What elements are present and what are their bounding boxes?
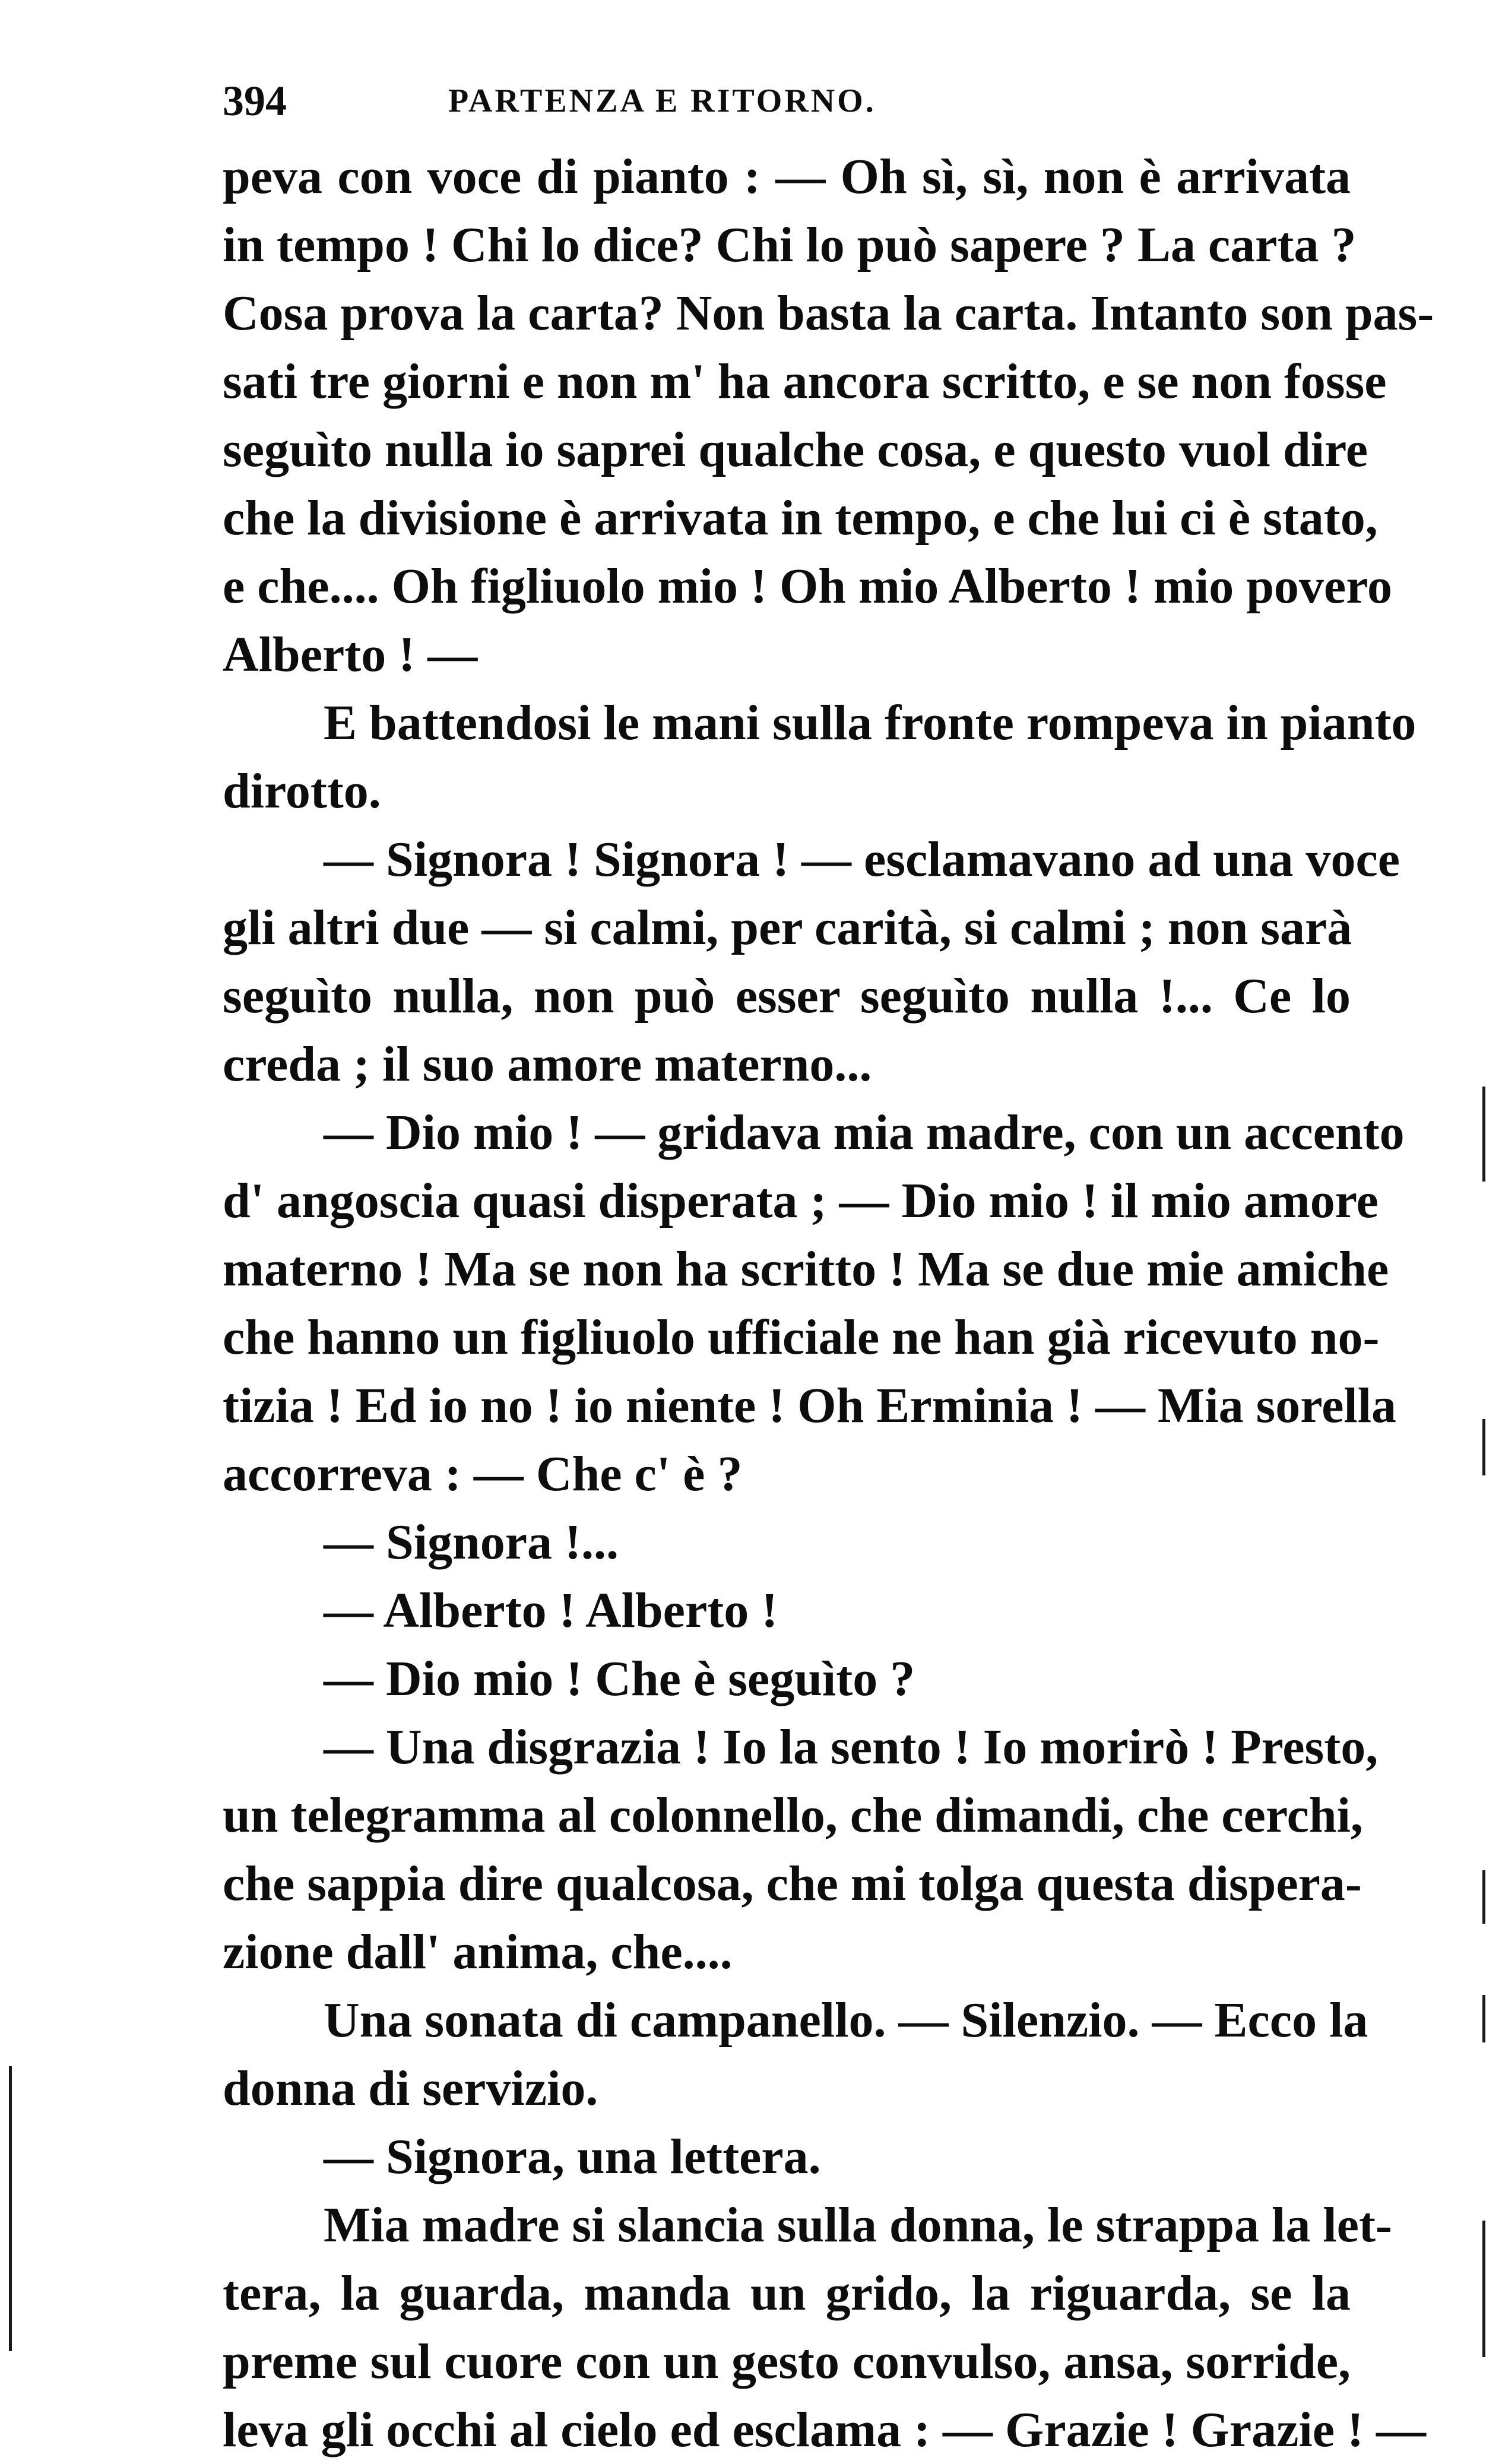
text-line: — Signora, una lettera. [324,2129,821,2184]
text-line: seguìto nulla, non può esser seguìto nulla !... Ce lo [223,968,1351,1024]
text-line: tera, la guarda, manda un grido, la riguarda, se la [223,2266,1351,2321]
text-line: che la divisione è arrivata in tempo, e che lui ci è stato, [223,490,1378,546]
text-line: dirotto. [223,764,381,819]
text-line: un telegramma al colonnello, che dimandi, che cerchi, [223,1788,1363,1843]
scan-mark [1482,1995,1485,2042]
text-line: che hanno un figliuolo ufficiale ne han già ricevuto no- [223,1310,1380,1365]
running-title: PARTENZA E RITORNO. [448,83,876,119]
text-line: gli altri due — si calmi, per carità, si calmi ; non sarà [223,900,1352,955]
text-line: — Dio mio ! Che è seguìto ? [324,1651,915,1706]
scan-mark [1482,2221,1485,2357]
text-line: peva con voce di pianto : — Oh sì, sì, non è arrivata [223,149,1351,204]
text-line: d' angoscia quasi disperata ; — Dio mio ! il mio amore [223,1173,1379,1228]
text-line: sati tre giorni e non m' ha ancora scritto, e se non fosse [223,354,1387,409]
text-line: materno ! Ma se non ha scritto ! Ma se due mie amiche [223,1241,1389,1297]
text-line: — Dio mio ! — gridava mia madre, con un accento [324,1105,1405,1160]
text-line: — Alberto ! Alberto ! [324,1583,778,1638]
text-line: Alberto ! — [223,627,478,682]
text-line: Cosa prova la carta? Non basta la carta. Intanto son pas- [223,286,1434,341]
text-line: leva gli occhi al cielo ed esclama : — Grazie ! Grazie ! — [223,2402,1427,2457]
text-line: — Una disgrazia ! Io la sento ! Io morirò ! Presto, [324,1719,1379,1775]
scan-mark [9,2066,12,2351]
text-line: Una sonata di campanello. — Silenzio. — Ecco la [324,1993,1368,2048]
text-line: Mia madre si slancia sulla donna, le strappa la let- [324,2197,1392,2253]
text-line: tizia ! Ed io no ! io niente ! Oh Erminia ! — Mia sorella [223,1378,1397,1433]
scan-mark [1482,1419,1485,1475]
text-line: — Signora !... [324,1515,619,1570]
text-line: seguìto nulla io saprei qualche cosa, e questo vuol dire [223,422,1368,477]
text-line: accorreva : — Che c' è ? [223,1446,743,1502]
text-line: E battendosi le mani sulla fronte rompeva in pianto [324,695,1417,750]
text-line: e che.... Oh figliuolo mio ! Oh mio Alberto ! mio povero [223,559,1392,614]
page-number: 394 [223,77,287,125]
text-line: zione dall' anima, che.... [223,1924,733,1980]
text-line: donna di servizio. [223,2061,598,2116]
text-line: in tempo ! Chi lo dice? Chi lo può sapere ? La carta ? [223,217,1357,273]
text-line: — Signora ! Signora ! — esclamavano ad una voce [324,832,1400,887]
scan-mark [1482,1087,1485,1182]
text-line: preme sul cuore con un gesto convulso, ansa, sorride, [223,2334,1351,2389]
running-head [223,71,1351,131]
text-line: creda ; il suo amore materno... [223,1037,872,1092]
scan-mark [1482,1870,1485,1924]
text-line: che sappia dire qualcosa, che mi tolga questa dispera- [223,1856,1362,1911]
body-text [223,142,1434,2464]
